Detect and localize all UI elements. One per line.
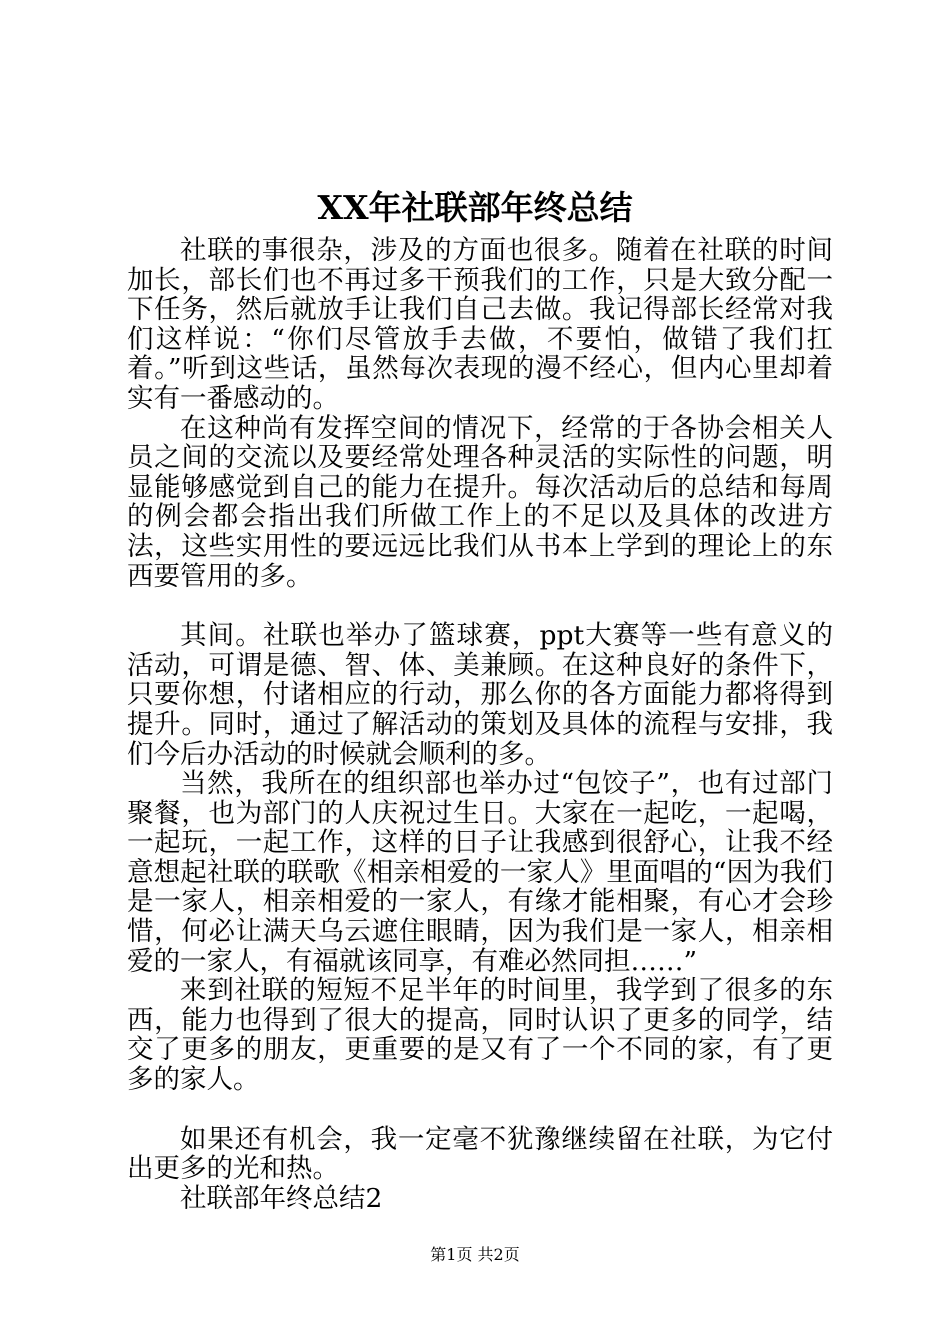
paragraph: 当然，我所在的组织部也举办过“包饺子”，也有过部门聚餐，也为部门的人庆祝过生日。大家在一起吃，一起喝，一起玩，一起工作，这样的日子让我感到很舒心，让我不经意想起社联的联歌《相亲相爱的一家人》里面唱的“因为我们是一家人，相亲相爱的一家人，有缘才能相聚，有心才会珍惜，何必让满天乌云遮住眼睛，因为我们是一家人，相亲相爱的一家人，有福就该同享，有难必然同担……” [127, 768, 833, 977]
paragraph: 在这种尚有发挥空间的情况下，经常的于各协会相关人员之间的交流以及要经常处理各种灵活的实际性的问题，明显能够感觉到自己的能力在提升。每次活动后的总结和每周的例会都会指出我们所做工作上的不足以及具体的改进方法，这些实用性的要远远比我们从书本上学到的理论上的东西要管用的多。 [127, 412, 833, 592]
paragraph: 社联的事很杂，涉及的方面也很多。随着在社联的时间加长，部长们也不再过多干预我们的工作，只是大致分配一下任务，然后就放手让我们自己去做。我记得部长经常对我们这样说：“你们尽管放手去做，不要怕，做错了我们扛着。”听到这些话，虽然每次表现的漫不经心，但内心里却着实有一番感动的。 [127, 235, 833, 414]
paragraph-spacer [127, 591, 833, 621]
paragraph: 其间。社联也举办了篮球赛，ppt大赛等一些有意义的活动，可谓是德、智、体、美兼顾。在这种良好的条件下，只要你想，付诸相应的行动，那么你的各方面能力都将得到提升。同时，通过了解活动的策划及具体的流程与安排，我们今后办活动的时候就会顺利的多。 [127, 620, 833, 770]
paragraph: 来到社联的短短不足半年的时间里，我学到了很多的东西，能力也得到了很大的提高，同时认识了更多的同学，结交了更多的朋友，更重要的是又有了一个不同的家，有了更多的家人。 [127, 975, 833, 1096]
document-body [127, 236, 833, 1213]
document-title: XX年社联部年终总结 [317, 188, 633, 227]
paragraph: 如果还有机会，我一定毫不犹豫继续留在社联，为它付出更多的光和热。 [127, 1123, 833, 1185]
page-footer: 第1页 共2页 [430, 1245, 520, 1264]
section-heading: 社联部年终总结2 [180, 1182, 383, 1214]
paragraph-spacer [127, 1095, 833, 1125]
